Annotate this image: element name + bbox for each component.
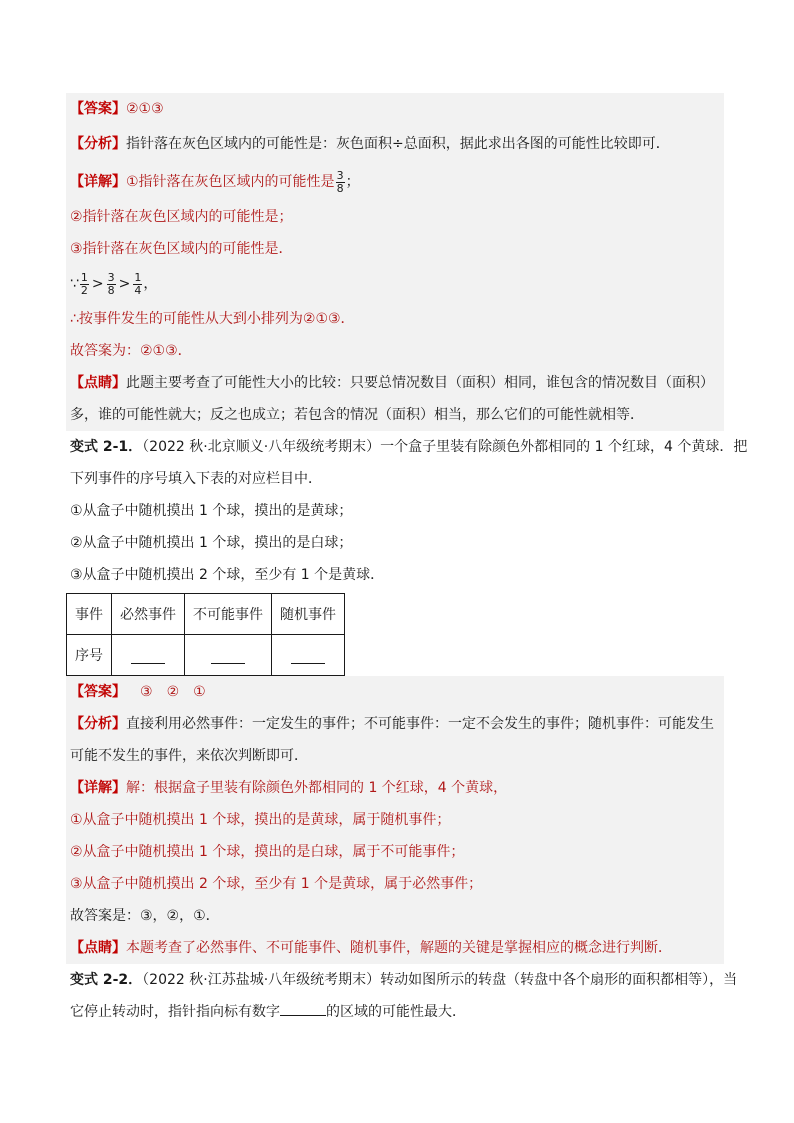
answer-value: ① [193, 684, 206, 700]
answer-value: ② [166, 684, 180, 700]
variant-2-1-label: 变式 2-1． [70, 439, 143, 455]
question-suffix: 的区域的可能性最大． [326, 1004, 466, 1020]
detail-line-3: ③指针落在灰色区域内的可能性是． [66, 233, 724, 265]
table-header-row [67, 594, 345, 635]
variant-2-1-analysis-line-1 [66, 708, 724, 740]
comment-text-1: 此题主要考查了可能性大小的比较：只要总情况数目（面积）相同，谁包含的情况数目（面积） [126, 375, 714, 391]
answer-tag: 【答案】 [70, 101, 126, 117]
fraction-numerator: 3 [107, 270, 115, 284]
answer-blank-cell[interactable] [112, 635, 185, 676]
fraction-denominator: 2 [80, 283, 88, 297]
variant-2-2-label: 变式 2-2． [70, 972, 143, 988]
final-answer-line: 故答案为：②①③． [66, 335, 724, 367]
fraction-numerator: 3 [336, 168, 344, 182]
variant-2-1-final-answer: 故答案是：③，②，①． [66, 900, 724, 932]
answer-blank-cell[interactable] [272, 635, 345, 676]
answer-blank[interactable] [131, 647, 165, 664]
answer-value: ③ [140, 684, 153, 700]
event-table [66, 593, 345, 676]
detail-line1-suffix: ； [345, 174, 360, 190]
detail-intro-text: 解：根据盒子里装有除颜色外都相同的 1 个红球，4 个黄球， [126, 780, 508, 796]
analysis-line [66, 125, 724, 163]
greater-than: > [91, 276, 104, 292]
conclusion-line: ∴按事件发生的可能性从大到小排列为②①③． [66, 303, 724, 335]
answer-tag: 【答案】 [70, 684, 126, 700]
greater-than: > [118, 276, 131, 292]
detail-tag: 【详解】 [70, 174, 126, 190]
detail-line1-prefix: ①指针落在灰色区域内的可能性是 [126, 174, 335, 190]
table-header-cell: 不可能事件 [185, 594, 272, 635]
detail-line-1 [66, 163, 724, 201]
answer-blank[interactable] [291, 647, 325, 664]
question-prefix: 它停止转动时，指针指向标有数字 [70, 1004, 280, 1020]
detail-tag: 【详解】 [70, 780, 126, 796]
fraction-three-eighths [336, 170, 345, 195]
event-item-3: ③从盒子中随机摸出 2 个球，至少有 1 个是黄球． [70, 567, 385, 583]
fraction-denominator: 4 [134, 283, 142, 297]
table-header-cell: 必然事件 [112, 594, 185, 635]
comparison-suffix: ， [143, 276, 158, 292]
answer-line [66, 93, 724, 125]
variant-2-1-detail-2: ②从盒子中随机摸出 1 个球，摸出的是白球，属于不可能事件； [66, 836, 724, 868]
analysis-tag: 【分析】 [70, 716, 126, 732]
variant-2-1-answer-line [66, 676, 724, 708]
because-symbol: ∵ [70, 276, 79, 292]
table-header-cell: 事件 [67, 594, 112, 635]
fraction-three-eighths [107, 272, 116, 297]
fraction-denominator: 8 [107, 283, 115, 297]
event-item-1: ①从盒子中随机摸出 1 个球，摸出的是黄球； [70, 503, 353, 519]
variant-2-2-question-line-1 [66, 964, 738, 996]
table-row [67, 635, 345, 676]
comment-tag: 【点睛】 [70, 940, 126, 956]
comment-line-2: 多，谁的可能性就大；反之也成立；若包含的情况（面积）相当，那么它们的可能性就相等． [66, 399, 724, 431]
comment-line-1 [66, 367, 724, 399]
analysis-text: 指针落在灰色区域内的可能性是：灰色面积÷总面积，据此求出各图的可能性比较即可． [126, 136, 670, 152]
variant-2-2-question-line-2 [66, 996, 724, 1028]
fraction-one-half [80, 272, 89, 297]
variant-2-1-detail-1: ①从盒子中随机摸出 1 个球，摸出的是黄球，属于随机事件； [66, 804, 724, 836]
comment-text: 本题考查了必然事件、不可能事件、随机事件，解题的关键是掌握相应的概念进行判断． [126, 940, 672, 956]
variant-2-1-detail-intro [66, 772, 724, 804]
answer-blank[interactable] [211, 647, 245, 664]
variant-2-1-question-line-1 [66, 431, 748, 463]
event-item-2: ②从盒子中随机摸出 1 个球，摸出的是白球； [70, 535, 353, 551]
table-header-cell: 随机事件 [272, 594, 345, 635]
answer-blank-cell[interactable] [185, 635, 272, 676]
comparison-line [66, 265, 724, 303]
analysis-tag: 【分析】 [70, 136, 126, 152]
variant-2-1-question-line-2: 下列事件的序号填入下表的对应栏目中． [70, 471, 322, 487]
variant-2-2-question-text: （2022 秋·江苏盐城·八年级统考期末）转动如图所示的转盘（转盘中各个扇形的面积都相等），当 [142, 972, 738, 988]
fraction-denominator: 8 [336, 181, 344, 195]
table-row-label: 序号 [67, 635, 112, 676]
variant-2-1-detail-3: ③从盒子中随机摸出 2 个球，至少有 1 个是黄球，属于必然事件； [66, 868, 724, 900]
fraction-one-quarter [133, 272, 142, 297]
fraction-numerator: 1 [134, 270, 142, 284]
fraction-numerator: 1 [80, 270, 88, 284]
comment-tag: 【点睛】 [70, 375, 126, 391]
answer-blank[interactable] [280, 999, 326, 1016]
analysis-text: 直接利用必然事件：一定发生的事件；不可能事件：一定不会发生的事件；随机事件：可能发生 [126, 716, 714, 732]
answer-value: ②①③ [126, 101, 164, 117]
variant-2-1-analysis-line-2: 可能不发生的事件，来依次判断即可． [66, 740, 724, 772]
variant-2-1-question-text: （2022 秋·北京顺义·八年级统考期末）一个盒子里装有除颜色外都相同的 1 个红球，4 个黄球．把 [142, 439, 748, 455]
worksheet-content [66, 93, 748, 1028]
variant-2-1-comment [66, 932, 724, 964]
detail-line-2: ②指针落在灰色区域内的可能性是； [66, 201, 724, 233]
